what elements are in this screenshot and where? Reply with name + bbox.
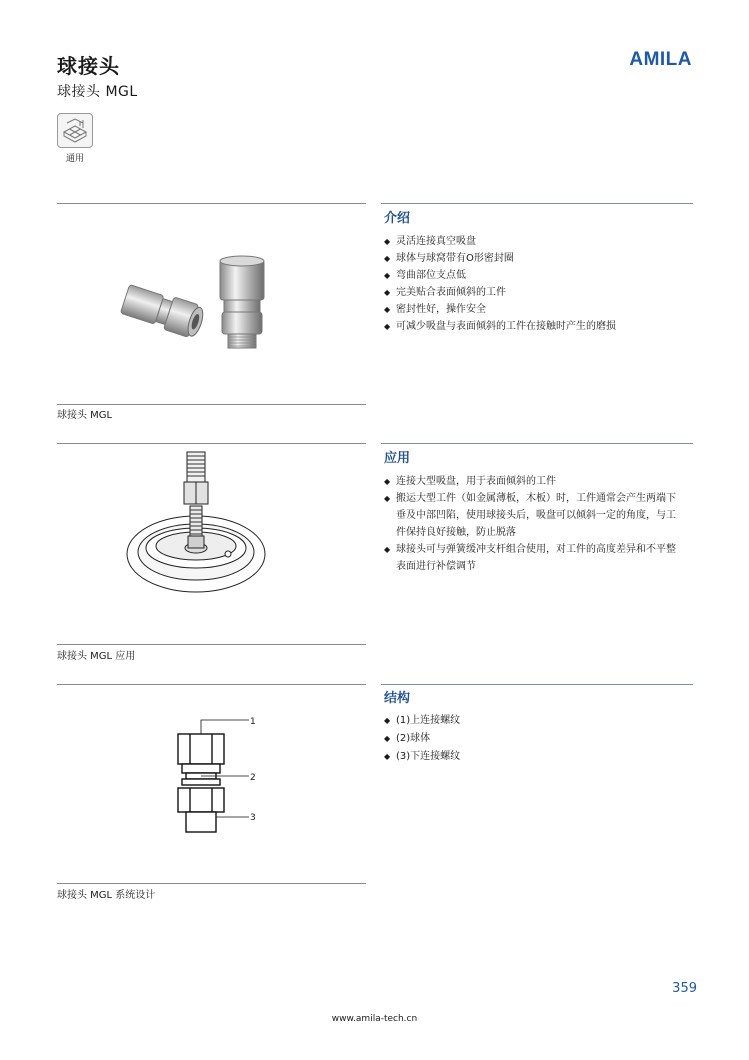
- divider: [57, 443, 366, 444]
- list-item: ◆ (1)上连接螺纹: [384, 712, 684, 730]
- list-item: ◆ 球体与球窝带有O形密封圈: [384, 250, 694, 267]
- list-item: ◆ 弯曲部位支点低: [384, 267, 694, 284]
- list-item: ◆ 连接大型吸盘，用于表面倾斜的工件: [384, 473, 684, 490]
- list-item: ◆ 球接头可与弹簧缓冲支杆组合使用，对工件的高度差异和不平整表面进行补偿调节: [384, 541, 684, 575]
- brand-logo: AMILA: [629, 49, 692, 70]
- divider: [57, 644, 366, 645]
- page-subtitle: 球接头 MGL: [57, 84, 138, 100]
- footer-url: www.amila-tech.cn: [331, 1014, 418, 1024]
- page-number: 359: [672, 981, 697, 996]
- image-caption: 球接头 MGL 应用: [57, 651, 136, 662]
- section-title-application: 应用: [384, 451, 411, 466]
- list-item: ◆ (3)下连接螺纹: [384, 748, 684, 766]
- section-title-intro: 介绍: [384, 211, 411, 226]
- image-caption: 球接头 MGL 系统设计: [57, 890, 156, 901]
- divider: [57, 404, 366, 405]
- list-item: ◆ 灵活连接真空吸盘: [384, 233, 694, 250]
- divider: [381, 684, 693, 685]
- structure-list: [384, 712, 684, 766]
- callout-label: 3: [250, 813, 256, 823]
- divider: [57, 203, 366, 204]
- page-title: 球接头: [57, 54, 120, 78]
- list-item: ◆ 搬运大型工件（如金属薄板，木板）时，工件通常会产生两端下垂及中部凹陷，使用球接头后，吸盘可以倾斜一定的角度，与工件保持良好接触，防止脱落: [384, 490, 684, 541]
- callout-label: 1: [250, 717, 256, 727]
- divider: [381, 443, 693, 444]
- section-title-structure: 结构: [384, 691, 411, 706]
- list-item: ◆ 完美贴合表面倾斜的工件: [384, 284, 694, 301]
- product-photo: [110, 250, 280, 360]
- divider: [57, 883, 366, 884]
- list-item: ◆ 可减少吸盘与表面倾斜的工件在接触时产生的磨损: [384, 318, 694, 335]
- intro-list: [384, 233, 694, 335]
- divider: [57, 684, 366, 685]
- divider: [381, 203, 693, 204]
- application-drawing: [120, 448, 270, 608]
- image-caption: 球接头 MGL: [57, 410, 113, 421]
- universal-grid-icon: [57, 113, 93, 148]
- callout-label: 2: [250, 773, 256, 783]
- application-list: [384, 473, 684, 575]
- list-item: ◆ (2)球体: [384, 730, 684, 748]
- badge-label: 通用: [65, 154, 84, 164]
- list-item: ◆ 密封性好，操作安全: [384, 301, 694, 318]
